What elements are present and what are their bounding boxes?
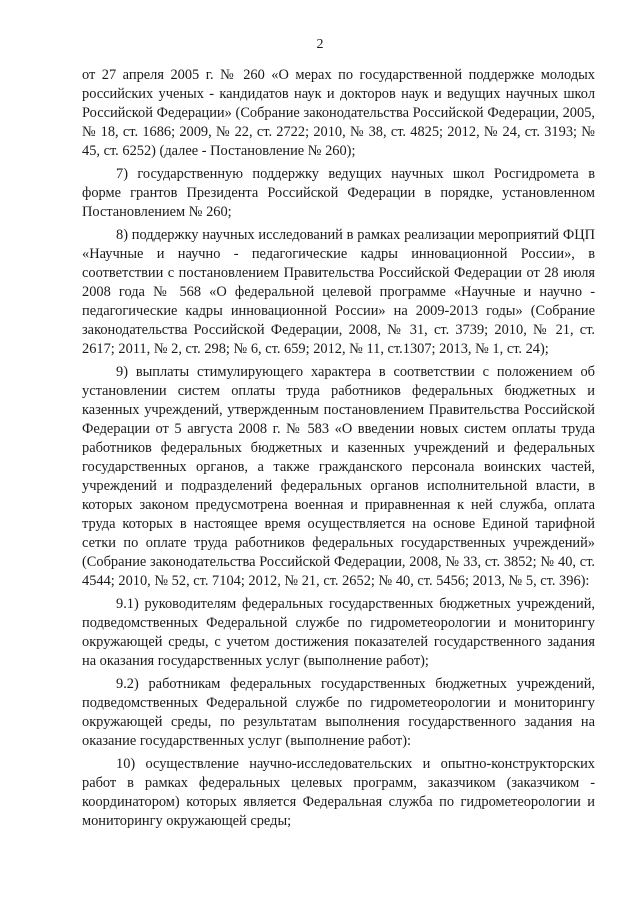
paragraph-item-9: 9) выплаты стимулирующего характера в соответствии с положением об установлении систем оплаты труда работников федеральных бюджетных и казенных учреждений, утвержденным постановлением Правительства Российской Федерации от 5 августа 2008 г. № 583 «О введении новых систем оплаты труда работников федеральных бюджетных и казенных учреждений и федеральных государственных органов, а также гражданского персонала воинских частей, учреждений и подразделений федеральных органов исполнительной власти, в которых законом предусмотрена военная и приравненная к ней служба, оплата труда которых в настоящее время осуществляется на основе Единой тарифной сетки по оплате труда работников федеральных государственных учреждений» (Собрание законодательства Российской Федерации, 2008, № 33, ст. 3852; № 40, ст. 4544; 2010, № 52, ст. 7104; 2012, № 21, ст. 2652; № 40, ст. 5456; 2013, № 5, ст. 396): xyxy=(82,364,595,589)
paragraph-continuation: от 27 апреля 2005 г. № 260 «О мерах по государственной поддержке молодых российских ученых - кандидатов наук и докторов наук и ведущих научных школ Российской Федерации» (Собрание законодательства Российской Федерации, 2005, № 18, ст. 1686; 2009, № 22, ст. 2722; 2010, № 38, ст. 4825; 2012, № 24, ст. 3193; № 45, ст. 6252) (далее - Постановление № 260); xyxy=(82,67,595,159)
paragraph-item-9-2: 9.2) работникам федеральных государственных бюджетных учреждений, подведомственных Федеральной службе по гидрометеорологии и мониторингу окружающей среды, по результатам выполнения государственного задания на оказание государственных услуг (выполнение работ): xyxy=(82,676,595,749)
paragraph-item-8: 8) поддержку научных исследований в рамках реализации мероприятий ФЦП «Научные и научно - педагогические кадры инновационной России», в соответствии с постановлением Правительства Российской Федерации от 28 июля 2008 года № 568 «О федеральной целевой программе «Научные и научно - педагогические кадры инновационной России» на 2009-2013 годы» (Собрание законодательства Российской Федерации, 2008, № 31, ст. 3739; 2010, № 21, ст. 2617; 2011, № 2, ст. 298; № 6, ст. 659; 2012, № 11, ст.1307; 2013, № 1, ст. 24); xyxy=(82,227,595,357)
paragraph-item-9-1: 9.1) руководителям федеральных государственных бюджетных учреждений, подведомственных Федеральной службе по гидрометеорологии и мониторингу окружающей среды, с учетом достижения показателей государственного задания на оказания государственных услуг (выполнение работ); xyxy=(82,596,595,669)
paragraph-item-7: 7) государственную поддержку ведущих научных школ Росгидромета в форме грантов Президента Российской Федерации в порядке, установленном Постановлением № 260; xyxy=(82,166,595,220)
paragraph-item-10: 10) осуществление научно-исследовательских и опытно-конструкторских работ в рамках федеральных целевых программ, заказчиком (заказчиком - координатором) которых является Федеральная служба по гидрометеорологии и мониторингу окружающей среды; xyxy=(82,756,595,829)
page-number: 2 xyxy=(316,37,324,52)
document-body xyxy=(82,66,595,835)
